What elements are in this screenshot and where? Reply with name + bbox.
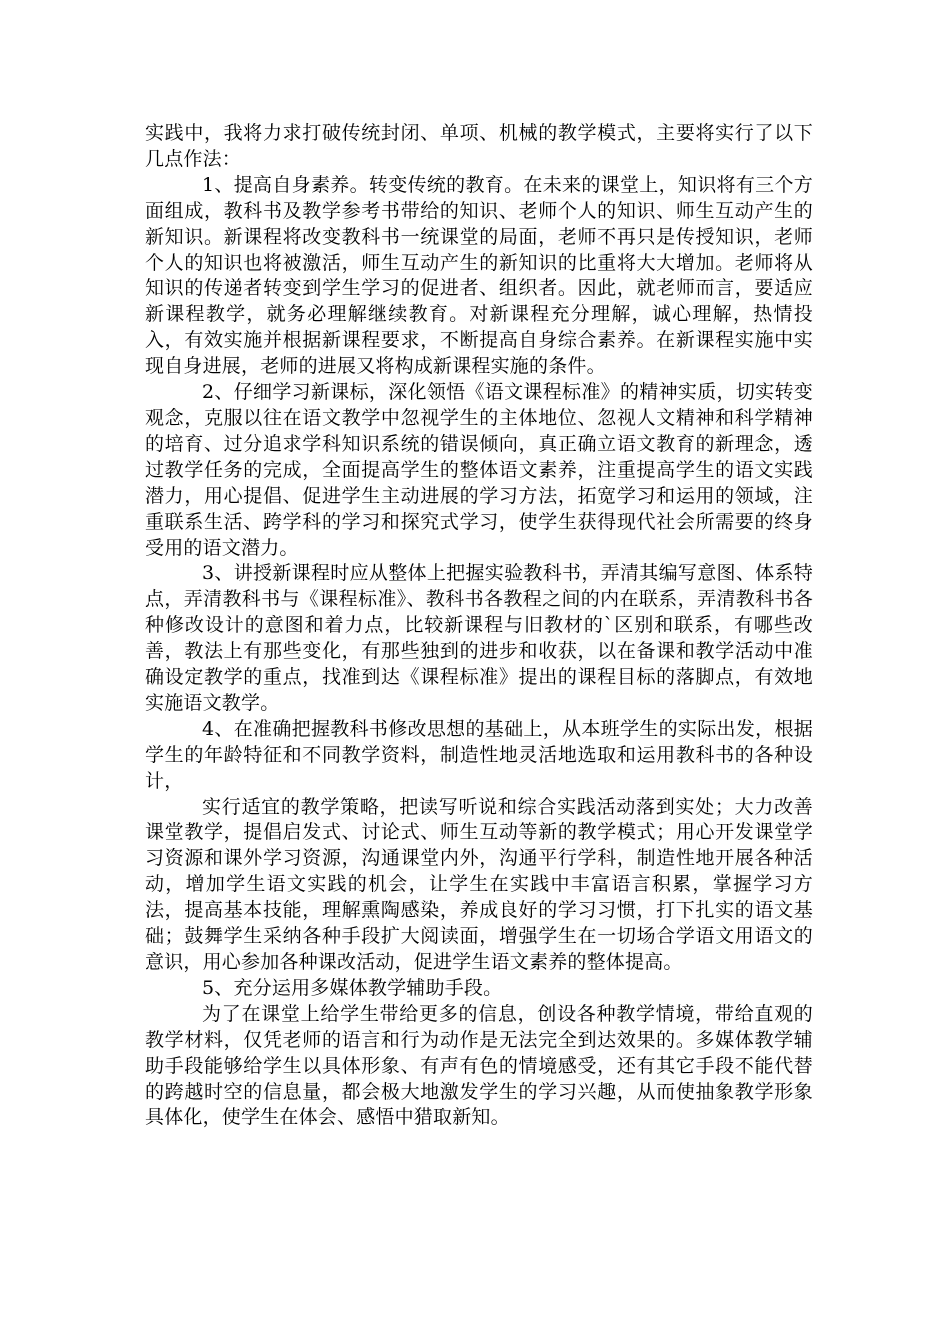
document-body (145, 121, 813, 1131)
paragraph-point-4-continued: 实行适宜的教学策略，把读写听说和综合实践活动落到实处；大力改善课堂教学，提倡启发式、讨论式、师生互动等新的教学模式；用心开发课堂学习资源和课外学习资源，沟通课堂内外，沟通平行学科，制造性地开展各种活动，增加学生语文实践的机会，让学生在实践中丰富语言积累，掌握学习方法，提高基本技能，理解熏陶感染，养成良好的学习习惯，打下扎实的语文基础；鼓舞学生采纳各种手段扩大阅读面，增强学生在一切场合学语文用语文的意识，用心参加各种课改活动，促进学生语文素养的整体提高。 (145, 795, 813, 973)
paragraph-point-3: 3、讲授新课程时应从整体上把握实验教科书，弄清其编写意图、体系特点，弄清教科书与《课程标准》、教科书各教程之间的内在联系，弄清教科书各种修改设计的意图和着力点，比较新课程与旧教材的`区别和联系，有哪些改善，教法上有那些变化，有那些独到的进步和收获，以在备课和教学活动中准确设定教学的重点，找准到达《课程标准》提出的课程目标的落脚点，有效地实施语文教学。 (145, 562, 813, 714)
paragraph-intro: 实践中，我将力求打破传统封闭、单项、机械的教学模式，主要将实行了以下几点作法： (145, 122, 813, 170)
paragraph-point-2: 2、仔细学习新课标，深化领悟《语文课程标准》的精神实质，切实转变观念，克服以往在语文教学中忽视学生的主体地位、忽视人文精神和科学精神的培育、过分追求学科知识系统的错误倾向，真正确立语文教育的新理念，透过教学任务的完成，全面提高学生的整体语文素养，注重提高学生的语文实践潜力，用心提倡、促进学生主动进展的学习方法，拓宽学习和运用的领域，注重联系生活、跨学科的学习和探究式学习，使学生获得现代社会所需要的终身受用的语文潜力。 (145, 381, 813, 559)
paragraph-point-5: 5、充分运用多媒体教学辅助手段。 (202, 976, 503, 999)
paragraph-point-5-detail: 为了在课堂上给学生带给更多的信息，创设各种教学情境，带给直观的教学材料，仅凭老师的语言和行为动作是无法完全到达效果的。多媒体教学辅助手段能够给学生以具体形象、有声有色的情境感受，还有其它手段不能代替的跨越时空的信息量，都会极大地激发学生的学习兴趣，从而使抽象教学形象具体化，使学生在体会、感悟中猎取新知。 (145, 1002, 813, 1129)
paragraph-point-1: 1、提高自身素养。转变传统的教育。在未来的课堂上，知识将有三个方面组成，教科书及教学参考书带给的知识、老师个人的知识、师生互动产生的新知识。新课程将改变教科书一统课堂的局面，老师不再只是传授知识，老师个人的知识也将被激活，师生互动产生的新知识的比重将大大增加。老师将从知识的传递者转变到学生学习的促进者、组织者。因此，就老师而言，要适应新课程教学，就务必理解继续教育。对新课程充分理解，诚心理解，热情投入，有效实施并根据新课程要求，不断提高自身综合素养。在新课程实施中实现自身进展，老师的进展又将构成新课程实施的条件。 (145, 173, 813, 378)
paragraph-point-4: 4、在准确把握教科书修改思想的基础上，从本班学生的实际出发，根据学生的年龄特征和不同教学资料，制造性地灵活地选取和运用教科书的各种设计， (145, 717, 813, 792)
